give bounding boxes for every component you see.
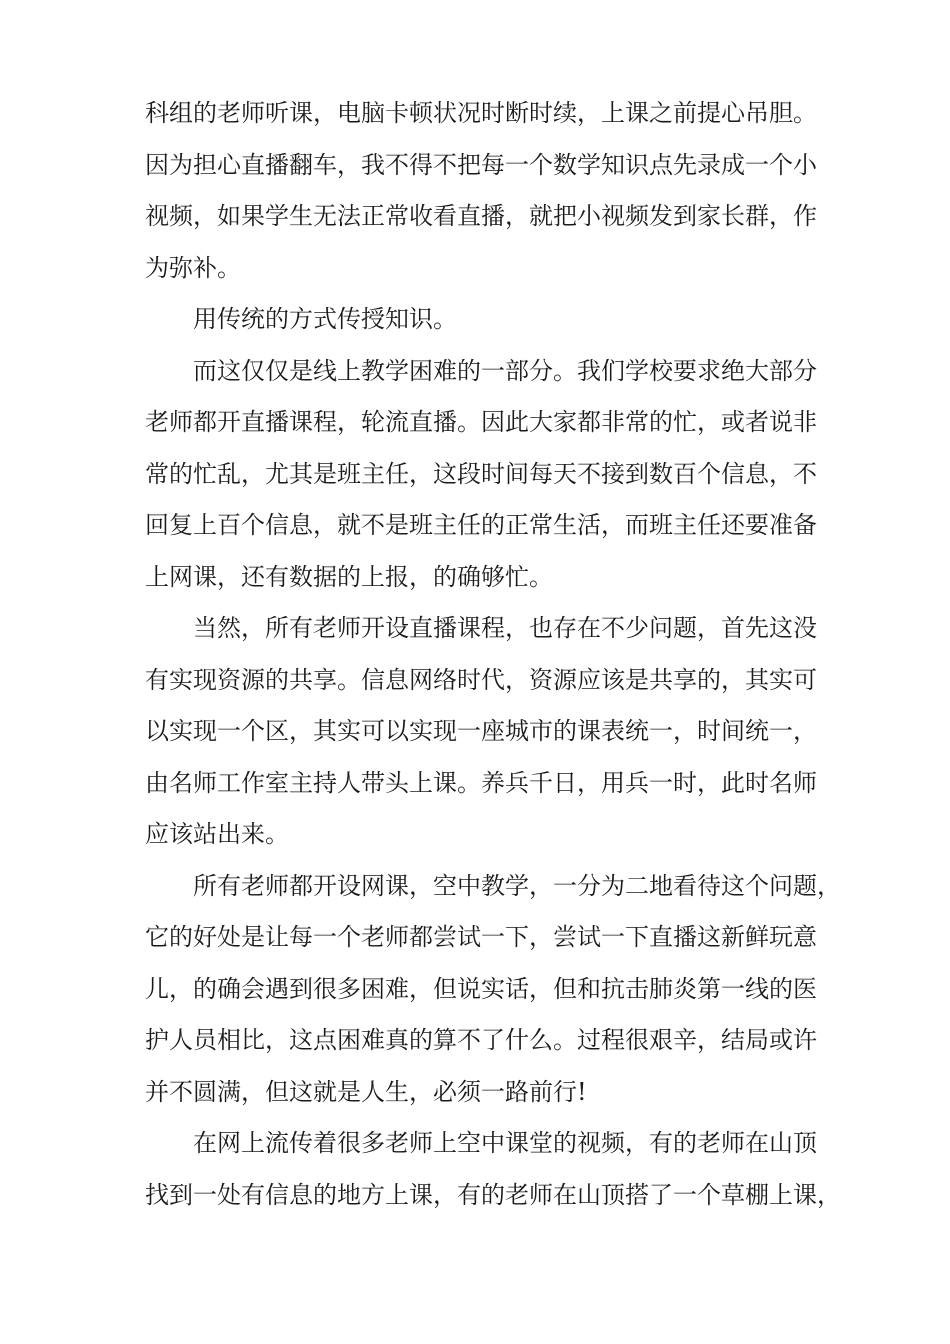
text-line: 应该站出来。 (145, 820, 289, 848)
text-line: 因为担心直播翻车，我不得不把每一个数学知识点先录成一个小 (145, 150, 817, 179)
text-line: 以实现一个区，其实可以实现一座城市的课表统一，时间统一， (145, 717, 817, 745)
text-line: 科组的老师听课，电脑卡顿状况时断时续，上课之前提心吊胆。 (145, 99, 817, 127)
text-line: 并不圆满，但这就是人生，必须一路前行! (145, 1077, 587, 1106)
text-line: 护人员相比，这点困难真的算不了什么。过程很艰辛，结局或许 (145, 1026, 817, 1054)
text-line: 当然，所有老师开设直播课程，也存在不少问题，首先这没 (193, 614, 817, 642)
text-line: 儿，的确会遇到很多困难，但说实话，但和抗击肺炎第一线的医 (145, 974, 817, 1003)
text-line: 用传统的方式传授知识。 (193, 305, 457, 333)
text-line: 找到一处有信息的地方上课，有的老师在山顶搭了一个草棚上课， (145, 1180, 841, 1209)
text-line: 回复上百个信息，就不是班主任的正常生活，而班主任还要准备 (145, 511, 817, 539)
text-line: 由名师工作室主持人带头上课。养兵千日，用兵一时，此时名师 (145, 768, 817, 797)
text-line: 所有老师都开设网课，空中教学，一分为二地看待这个问题， (193, 871, 841, 900)
text-line: 它的好处是让每一个老师都尝试一下，尝试一下直播这新鲜玩意 (145, 923, 817, 951)
text-line: 常的忙乱，尤其是班主任，这段时间每天不接到数百个信息，不 (145, 459, 817, 488)
text-line: 有实现资源的共享。信息网络时代，资源应该是共享的，其实可 (145, 665, 817, 694)
text-line: 上网课，还有数据的上报，的确够忙。 (145, 562, 553, 591)
document-body-text (145, 88, 841, 1221)
text-line: 视频，如果学生无法正常收看直播，就把小视频发到家长群，作 (145, 202, 817, 230)
text-line: 而这仅仅是线上教学困难的一部分。我们学校要求绝大部分 (193, 356, 817, 385)
text-line: 老师都开直播课程，轮流直播。因此大家都非常的忙，或者说非 (145, 408, 817, 436)
text-line: 在网上流传着很多老师上空中课堂的视频，有的老师在山顶 (193, 1129, 817, 1157)
text-line: 为弥补。 (145, 253, 241, 282)
